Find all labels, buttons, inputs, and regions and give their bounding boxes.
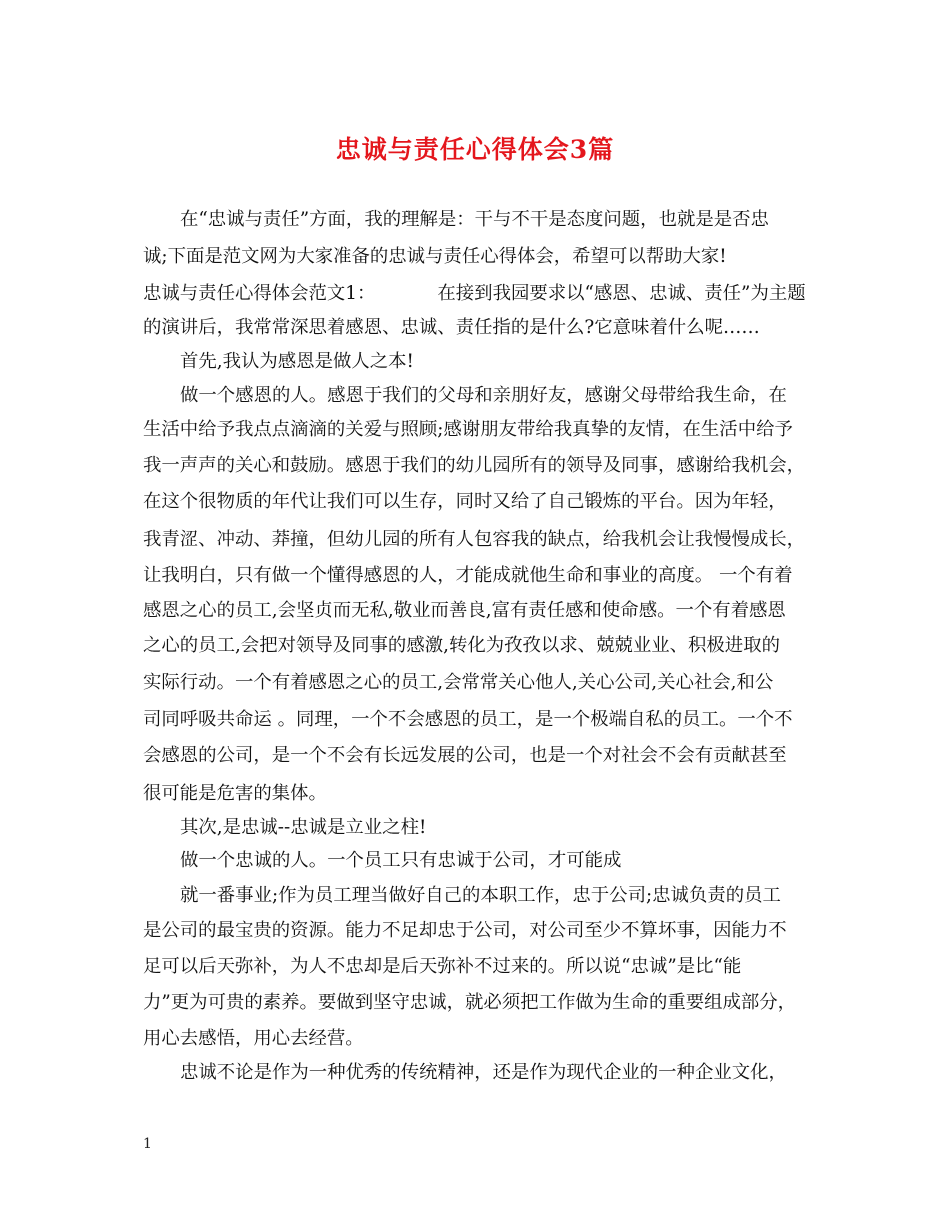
body-line: 实际行动。一个有着感恩之心的员工,会常常关心他人,关心公司,关心社会,和公 [143,672,774,693]
body-line: 司同呼吸共命运 。同理，一个不会感恩的员工，是一个极端自私的员工。一个不 [143,709,793,730]
body-line: 的演讲后，我常常深思着感恩、忠诚、责任指的是什么?它意味着什么呢…… [143,317,760,338]
body-text: 在接到我园要求以“感恩、忠诚、责任”为主题 [437,283,806,304]
body-line: 在“忠诚与责任”方面，我的理解是：干与不干是态度问题，也就是是否忠 [180,209,769,230]
document-title: 忠诚与责任心得体会3篇 [335,135,615,164]
body-line: 生活中给予我点点滴滴的关爱与照顾;感谢朋友带给我真挚的友情，在生活中给予 [143,419,793,440]
body-line: 很可能是危害的集体。 [143,783,327,804]
body-line: 做一个忠诚的人。一个员工只有忠诚于公司，才可能成 [180,850,622,871]
body-line-split [143,281,813,307]
body-line: 是公司的最宝贵的资源。能力不足却忠于公司，对公司至少不算坏事，因能力不 [143,920,787,941]
body-line: 感恩之心的员工,会坚贞而无私,敬业而善良,富有责任感和使命感。一个有着感恩 [143,600,786,621]
body-line: 诚;下面是范文网为大家准备的忠诚与责任心得体会，希望可以帮助大家! [143,246,727,267]
body-line: 我青涩、冲动、莽撞，但幼儿园的所有人包容我的缺点，给我机会让我慢慢成长， [143,529,806,550]
body-line: 我一声声的关心和鼓励。感恩于我们的幼儿园所有的领导及同事，感谢给我机会， [143,455,806,476]
section-heading: 忠诚与责任心得体会范文1： [143,283,376,304]
body-line: 做一个感恩的人。感恩于我们的父母和亲朋好友，感谢父母带给我生命，在 [180,385,787,406]
body-line: 足可以后天弥补，为人不忠却是后天弥补不过来的。所以说“忠诚”是比“能 [143,956,742,977]
body-line: 在这个很物质的年代让我们可以生存，同时又给了自己锻炼的平台。因为年轻， [143,491,787,512]
body-line: 让我明白，只有做一个懂得感恩的人，才能成就他生命和事业的高度。 一个有着 [143,565,793,586]
body-line: 之心的员工,会把对领导及同事的感激,转化为孜孜以求、兢兢业业、积极进取的 [143,635,780,656]
body-line: 首先,我认为感恩是做人之本! [180,351,414,372]
body-line: 用心去感悟，用心去经营。 [143,1028,364,1049]
body-line: 力”更为可贵的素养。要做到坚守忠诚，就必须把工作做为生命的重要组成部分， [143,992,797,1013]
body-line: 就一番事业;作为员工理当做好自己的本职工作，忠于公司;忠诚负责的员工 [180,885,781,906]
body-line: 忠诚不论是作为一种优秀的传统精神，还是作为现代企业的一种企业文化， [180,1062,787,1083]
body-line: 会感恩的公司，是一个不会有长远发展的公司，也是一个对社会不会有贡献甚至 [143,745,787,766]
body-line: 其次,是忠诚--忠诚是立业之柱! [180,817,427,838]
page-number: 1 [143,1136,152,1152]
